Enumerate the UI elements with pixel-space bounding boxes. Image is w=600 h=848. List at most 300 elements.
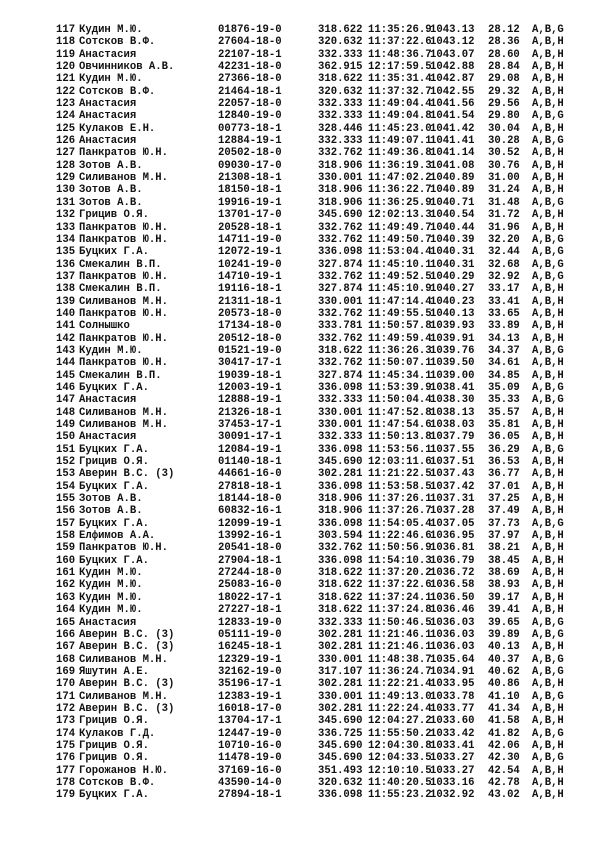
participant-name: Аверин В.С. (3) — [79, 641, 175, 654]
category-tags: A,B,G — [532, 381, 564, 394]
category-tags: A,B,G — [532, 752, 564, 765]
ring-id: 21308-18-1 — [218, 172, 282, 185]
distance-value: 318.622 — [318, 567, 363, 580]
participant-name: Панкратов Ю.Н. — [79, 147, 169, 160]
ring-id: 19116-18-1 — [218, 283, 282, 296]
arrival-time: 11:50:04.4 — [368, 394, 432, 407]
category-tags: A,B,G — [532, 653, 564, 666]
ring-id: 10710-16-0 — [218, 739, 282, 752]
ring-id: 27244-18-0 — [218, 567, 282, 580]
result-row — [56, 604, 576, 616]
arrival-time: 11:53:04.4 — [368, 246, 432, 259]
distance-value: 318.622 — [318, 591, 363, 604]
participant-name: Овчинников А.В. — [79, 61, 175, 74]
result-row — [56, 222, 576, 234]
speed-value: 1033.27 — [430, 752, 475, 765]
category-tags: A,B,H — [532, 739, 564, 752]
category-tags: A,B,H — [532, 332, 564, 345]
result-row — [56, 752, 576, 764]
participant-name: Горожанов Н.Ю. — [79, 764, 169, 777]
place-number: 144 — [56, 357, 76, 370]
ring-id: 25083-16-0 — [218, 579, 282, 592]
result-row — [56, 259, 576, 271]
speed-value: 1039.93 — [430, 320, 475, 333]
category-tags: A,B,H — [532, 530, 564, 543]
participant-name: Анастасия — [79, 394, 137, 407]
participant-name: Кудин М.Ю. — [79, 567, 143, 580]
result-row — [56, 493, 576, 505]
distance-value: 336.098 — [318, 381, 363, 394]
speed-value: 1036.72 — [430, 567, 475, 580]
speed-value: 1041.42 — [430, 122, 475, 135]
result-row — [56, 110, 576, 122]
participant-name: Панкратов Ю.Н. — [79, 357, 169, 370]
participant-name: Сотсков В.Ф. — [79, 36, 156, 49]
arrival-time: 11:45:34.1 — [368, 369, 432, 382]
place-number: 174 — [56, 727, 76, 740]
place-number: 126 — [56, 135, 76, 148]
distance-value: 302.281 — [318, 702, 363, 715]
result-row — [56, 444, 576, 456]
place-number: 164 — [56, 604, 76, 617]
place-number: 148 — [56, 406, 76, 419]
results-list — [56, 24, 576, 802]
participant-name: Панкратов Ю.Н. — [79, 542, 169, 555]
participant-name: Силиванов М.Н. — [79, 406, 169, 419]
category-tags: A,B,H — [532, 221, 564, 234]
place-number: 170 — [56, 678, 76, 691]
arrival-time: 11:45:23.0 — [368, 122, 432, 135]
place-number: 175 — [56, 739, 76, 752]
participant-name: Панкратов Ю.Н. — [79, 221, 169, 234]
distance-value: 330.001 — [318, 419, 363, 431]
result-row — [56, 641, 576, 653]
place-number: 142 — [56, 332, 76, 345]
distance-value: 332.333 — [318, 431, 363, 444]
place-number: 154 — [56, 480, 76, 493]
speed-value: 1040.29 — [430, 270, 475, 283]
category-tags: A,B,H — [532, 61, 564, 74]
speed-value: 1033.27 — [430, 764, 475, 777]
arrival-time: 11:50:46.5 — [368, 616, 432, 629]
speed-value: 1041.41 — [430, 135, 475, 148]
category-tags: A,B,H — [532, 48, 564, 61]
speed-value: 1041.08 — [430, 159, 475, 172]
category-tags: A,B,G — [532, 246, 564, 259]
ring-id: 13704-17-1 — [218, 715, 282, 728]
ring-id: 27604-18-0 — [218, 36, 282, 49]
result-row — [56, 382, 576, 394]
place-number: 162 — [56, 579, 76, 592]
distance-value: 318.906 — [318, 184, 363, 197]
ring-id: 21464-18-1 — [218, 85, 282, 98]
result-row — [56, 703, 576, 715]
place-number: 149 — [56, 419, 76, 431]
arrival-time: 11:54:05.4 — [368, 517, 432, 530]
result-row — [56, 234, 576, 246]
coefficient-value: 28.12 — [488, 24, 520, 36]
arrival-time: 12:03:11.6 — [368, 456, 432, 469]
speed-value: 1041.54 — [430, 110, 475, 123]
arrival-time: 11:21:46.1 — [368, 641, 432, 654]
result-row — [56, 481, 576, 493]
result-row — [56, 555, 576, 567]
ring-id: 27818-18-1 — [218, 480, 282, 493]
result-row — [56, 777, 576, 789]
ring-id: 20541-18-0 — [218, 542, 282, 555]
result-row — [56, 468, 576, 480]
place-number: 137 — [56, 270, 76, 283]
category-tags: A,B,H — [532, 122, 564, 135]
category-tags: A,B,H — [532, 283, 564, 296]
category-tags: A,B,H — [532, 431, 564, 444]
speed-value: 1037.51 — [430, 456, 475, 469]
place-number: 128 — [56, 159, 76, 172]
distance-value: 362.915 — [318, 61, 363, 74]
ring-id: 22107-18-1 — [218, 48, 282, 61]
result-row — [56, 24, 576, 36]
speed-value: 1040.89 — [430, 184, 475, 197]
ring-id: 19916-19-1 — [218, 196, 282, 209]
distance-value: 332.333 — [318, 394, 363, 407]
speed-value: 1038.03 — [430, 419, 475, 431]
ring-id: 13701-17-0 — [218, 209, 282, 222]
participant-name: Зотов А.В. — [79, 493, 143, 506]
ring-id: 17134-18-0 — [218, 320, 282, 333]
distance-value: 345.690 — [318, 752, 363, 765]
result-row — [56, 73, 576, 85]
speed-value: 1033.42 — [430, 727, 475, 740]
arrival-time: 11:37:26.7 — [368, 505, 432, 518]
place-number: 146 — [56, 381, 76, 394]
participant-name: Грицив О.Я. — [79, 752, 149, 765]
coefficient-value: 31.72 — [488, 209, 520, 222]
ring-id: 30091-17-1 — [218, 431, 282, 444]
distance-value: 302.281 — [318, 678, 363, 691]
distance-value: 330.001 — [318, 653, 363, 666]
result-row — [56, 505, 576, 517]
place-number: 129 — [56, 172, 76, 185]
distance-value: 318.622 — [318, 73, 363, 86]
arrival-time: 11:21:22.5 — [368, 468, 432, 481]
distance-value: 332.762 — [318, 147, 363, 160]
coefficient-value: 30.04 — [488, 122, 520, 135]
distance-value: 332.762 — [318, 357, 363, 370]
participant-name: Буцких Г.А. — [79, 789, 149, 802]
ring-id: 09030-17-0 — [218, 159, 282, 172]
speed-value: 1033.77 — [430, 702, 475, 715]
place-number: 123 — [56, 98, 76, 111]
coefficient-value: 38.21 — [488, 542, 520, 555]
coefficient-value: 32.44 — [488, 246, 520, 259]
participant-name: Анастасия — [79, 48, 137, 61]
speed-value: 1036.46 — [430, 604, 475, 617]
place-number: 157 — [56, 517, 76, 530]
ring-id: 20528-18-1 — [218, 221, 282, 234]
category-tags: A,B,H — [532, 641, 564, 654]
ring-id: 10241-19-0 — [218, 258, 282, 271]
distance-value: 351.493 — [318, 764, 363, 777]
arrival-time: 11:37:20.2 — [368, 567, 432, 580]
arrival-time: 11:22:24.4 — [368, 702, 432, 715]
participant-name: Аверин В.С. (3) — [79, 678, 175, 691]
result-row — [56, 283, 576, 295]
distance-value: 336.098 — [318, 789, 363, 802]
coefficient-value: 35.81 — [488, 419, 520, 431]
distance-value: 302.281 — [318, 641, 363, 654]
speed-value: 1040.31 — [430, 246, 475, 259]
distance-value: 336.098 — [318, 554, 363, 567]
coefficient-value: 32.92 — [488, 270, 520, 283]
speed-value: 1032.92 — [430, 789, 475, 802]
participant-name: Силиванов М.Н. — [79, 295, 169, 308]
participant-name: Силиванов М.Н. — [79, 653, 169, 666]
arrival-time: 11:47:02.2 — [368, 172, 432, 185]
speed-value: 1037.43 — [430, 468, 475, 481]
ring-id: 01876-19-0 — [218, 24, 282, 36]
category-tags: A,B,H — [532, 764, 564, 777]
distance-value: 318.622 — [318, 579, 363, 592]
coefficient-value: 42.54 — [488, 764, 520, 777]
coefficient-value: 36.53 — [488, 456, 520, 469]
category-tags: A,B,H — [532, 505, 564, 518]
speed-value: 1042.87 — [430, 73, 475, 86]
coefficient-value: 42.06 — [488, 739, 520, 752]
speed-value: 1037.31 — [430, 493, 475, 506]
speed-value: 1039.91 — [430, 332, 475, 345]
coefficient-value: 41.10 — [488, 690, 520, 703]
participant-name: Силиванов М.Н. — [79, 172, 169, 185]
result-row — [56, 357, 576, 369]
participant-name: Аверин В.С. (3) — [79, 628, 175, 641]
coefficient-value: 39.41 — [488, 604, 520, 617]
coefficient-value: 35.57 — [488, 406, 520, 419]
participant-name: Буцких Г.А. — [79, 517, 149, 530]
arrival-time: 11:49:04.8 — [368, 110, 432, 123]
arrival-time: 11:36:24.7 — [368, 665, 432, 678]
result-row — [56, 61, 576, 73]
coefficient-value: 31.24 — [488, 184, 520, 197]
speed-value: 1040.27 — [430, 283, 475, 296]
place-number: 141 — [56, 320, 76, 333]
place-number: 179 — [56, 789, 76, 802]
result-row — [56, 123, 576, 135]
ring-id: 14710-19-1 — [218, 270, 282, 283]
arrival-time: 11:50:56.9 — [368, 542, 432, 555]
ring-id: 12888-19-1 — [218, 394, 282, 407]
result-row — [56, 147, 576, 159]
place-number: 165 — [56, 616, 76, 629]
result-row — [56, 246, 576, 258]
speed-value: 1043.07 — [430, 48, 475, 61]
ring-id: 22057-18-0 — [218, 98, 282, 111]
ring-id: 00773-18-1 — [218, 122, 282, 135]
place-number: 167 — [56, 641, 76, 654]
category-tags: A,B,H — [532, 456, 564, 469]
arrival-time: 12:02:13.3 — [368, 209, 432, 222]
place-number: 153 — [56, 468, 76, 481]
category-tags: A,B,H — [532, 73, 564, 86]
arrival-time: 11:37:26.1 — [368, 493, 432, 506]
coefficient-value: 30.28 — [488, 135, 520, 148]
distance-value: 320.632 — [318, 776, 363, 789]
place-number: 168 — [56, 653, 76, 666]
ring-id: 12072-19-1 — [218, 246, 282, 259]
arrival-time: 12:17:59.5 — [368, 61, 432, 74]
place-number: 122 — [56, 85, 76, 98]
speed-value: 1033.60 — [430, 715, 475, 728]
arrival-time: 12:04:30.8 — [368, 739, 432, 752]
participant-name: Кудин М.Ю. — [79, 344, 143, 357]
arrival-time: 11:37:24.1 — [368, 591, 432, 604]
category-tags: A,B,H — [532, 147, 564, 160]
result-row — [56, 394, 576, 406]
speed-value: 1040.89 — [430, 172, 475, 185]
category-tags: A,B,H — [532, 542, 564, 555]
coefficient-value: 37.01 — [488, 480, 520, 493]
place-number: 166 — [56, 628, 76, 641]
arrival-time: 11:50:13.8 — [368, 431, 432, 444]
ring-id: 21311-18-1 — [218, 295, 282, 308]
speed-value: 1036.50 — [430, 591, 475, 604]
distance-value: 318.906 — [318, 505, 363, 518]
place-number: 151 — [56, 443, 76, 456]
arrival-time: 12:10:10.5 — [368, 764, 432, 777]
speed-value: 1034.91 — [430, 665, 475, 678]
ring-id: 05111-19-0 — [218, 628, 282, 641]
arrival-time: 11:49:07.1 — [368, 135, 432, 148]
participant-name: Кулаков Е.Н. — [79, 122, 156, 135]
distance-value: 320.632 — [318, 85, 363, 98]
speed-value: 1036.58 — [430, 579, 475, 592]
distance-value: 302.281 — [318, 628, 363, 641]
arrival-time: 11:40:20.5 — [368, 776, 432, 789]
category-tags: A,B,G — [532, 443, 564, 456]
speed-value: 1037.55 — [430, 443, 475, 456]
coefficient-value: 37.49 — [488, 505, 520, 518]
arrival-time: 11:53:58.5 — [368, 480, 432, 493]
ring-id: 12447-19-0 — [218, 727, 282, 740]
place-number: 156 — [56, 505, 76, 518]
ring-id: 12383-19-1 — [218, 690, 282, 703]
participant-name: Сотсков В.Ф. — [79, 85, 156, 98]
coefficient-value: 30.52 — [488, 147, 520, 160]
distance-value: 330.001 — [318, 690, 363, 703]
participant-name: Елфимов А.А. — [79, 530, 156, 543]
arrival-time: 11:50:07.1 — [368, 357, 432, 370]
arrival-time: 11:55:23.2 — [368, 789, 432, 802]
category-tags: A,B,H — [532, 36, 564, 49]
coefficient-value: 40.37 — [488, 653, 520, 666]
participant-name: Силиванов М.Н. — [79, 690, 169, 703]
speed-value: 1037.79 — [430, 431, 475, 444]
place-number: 178 — [56, 776, 76, 789]
speed-value: 1039.76 — [430, 344, 475, 357]
category-tags: A,B,H — [532, 172, 564, 185]
result-row — [56, 160, 576, 172]
place-number: 132 — [56, 209, 76, 222]
coefficient-value: 32.68 — [488, 258, 520, 271]
coefficient-value: 40.86 — [488, 678, 520, 691]
coefficient-value: 40.62 — [488, 665, 520, 678]
ring-id: 35196-17-1 — [218, 678, 282, 691]
result-row — [56, 49, 576, 61]
place-number: 124 — [56, 110, 76, 123]
speed-value: 1040.39 — [430, 233, 475, 246]
category-tags: A,B,G — [532, 135, 564, 148]
result-row — [56, 135, 576, 147]
participant-name: Зотов А.В. — [79, 159, 143, 172]
coefficient-value: 38.69 — [488, 567, 520, 580]
ring-id: 12003-19-1 — [218, 381, 282, 394]
result-row — [56, 666, 576, 678]
place-number: 143 — [56, 344, 76, 357]
ring-id: 18144-18-0 — [218, 493, 282, 506]
ring-id: 21326-18-1 — [218, 406, 282, 419]
participant-name: Грицив О.Я. — [79, 456, 149, 469]
result-row — [56, 567, 576, 579]
speed-value: 1036.03 — [430, 616, 475, 629]
participant-name: Панкратов Ю.Н. — [79, 270, 169, 283]
coefficient-value: 29.80 — [488, 110, 520, 123]
category-tags: A,B,H — [532, 369, 564, 382]
place-number: 155 — [56, 493, 76, 506]
coefficient-value: 36.29 — [488, 443, 520, 456]
speed-value: 1040.31 — [430, 258, 475, 271]
distance-value: 332.333 — [318, 98, 363, 111]
participant-name: Зотов А.В. — [79, 196, 143, 209]
place-number: 158 — [56, 530, 76, 543]
speed-value: 1038.41 — [430, 381, 475, 394]
distance-value: 318.622 — [318, 604, 363, 617]
distance-value: 336.098 — [318, 480, 363, 493]
ring-id: 37169-16-0 — [218, 764, 282, 777]
place-number: 130 — [56, 184, 76, 197]
distance-value: 328.446 — [318, 122, 363, 135]
place-number: 120 — [56, 61, 76, 74]
place-number: 133 — [56, 221, 76, 234]
coefficient-value: 43.02 — [488, 789, 520, 802]
participant-name: Кудин М.Ю. — [79, 604, 143, 617]
coefficient-value: 33.17 — [488, 283, 520, 296]
place-number: 139 — [56, 295, 76, 308]
speed-value: 1040.44 — [430, 221, 475, 234]
distance-value: 318.906 — [318, 493, 363, 506]
category-tags: A,B,G — [532, 344, 564, 357]
coefficient-value: 34.85 — [488, 369, 520, 382]
result-row — [56, 542, 576, 554]
participant-name: Кудин М.Ю. — [79, 73, 143, 86]
place-number: 140 — [56, 307, 76, 320]
ring-id: 60832-16-1 — [218, 505, 282, 518]
result-row — [56, 320, 576, 332]
coefficient-value: 29.08 — [488, 73, 520, 86]
speed-value: 1036.03 — [430, 641, 475, 654]
arrival-time: 11:54:10.3 — [368, 554, 432, 567]
coefficient-value: 35.33 — [488, 394, 520, 407]
category-tags: A,B,G — [532, 394, 564, 407]
result-row — [56, 728, 576, 740]
participant-name: Буцких Г.А. — [79, 246, 149, 259]
distance-value: 345.690 — [318, 739, 363, 752]
ring-id: 19039-18-1 — [218, 369, 282, 382]
ring-id: 27894-18-1 — [218, 789, 282, 802]
place-number: 118 — [56, 36, 76, 49]
ring-id: 12884-19-1 — [218, 135, 282, 148]
arrival-time: 11:49:52.5 — [368, 270, 432, 283]
ring-id: 16018-17-0 — [218, 702, 282, 715]
place-number: 177 — [56, 764, 76, 777]
